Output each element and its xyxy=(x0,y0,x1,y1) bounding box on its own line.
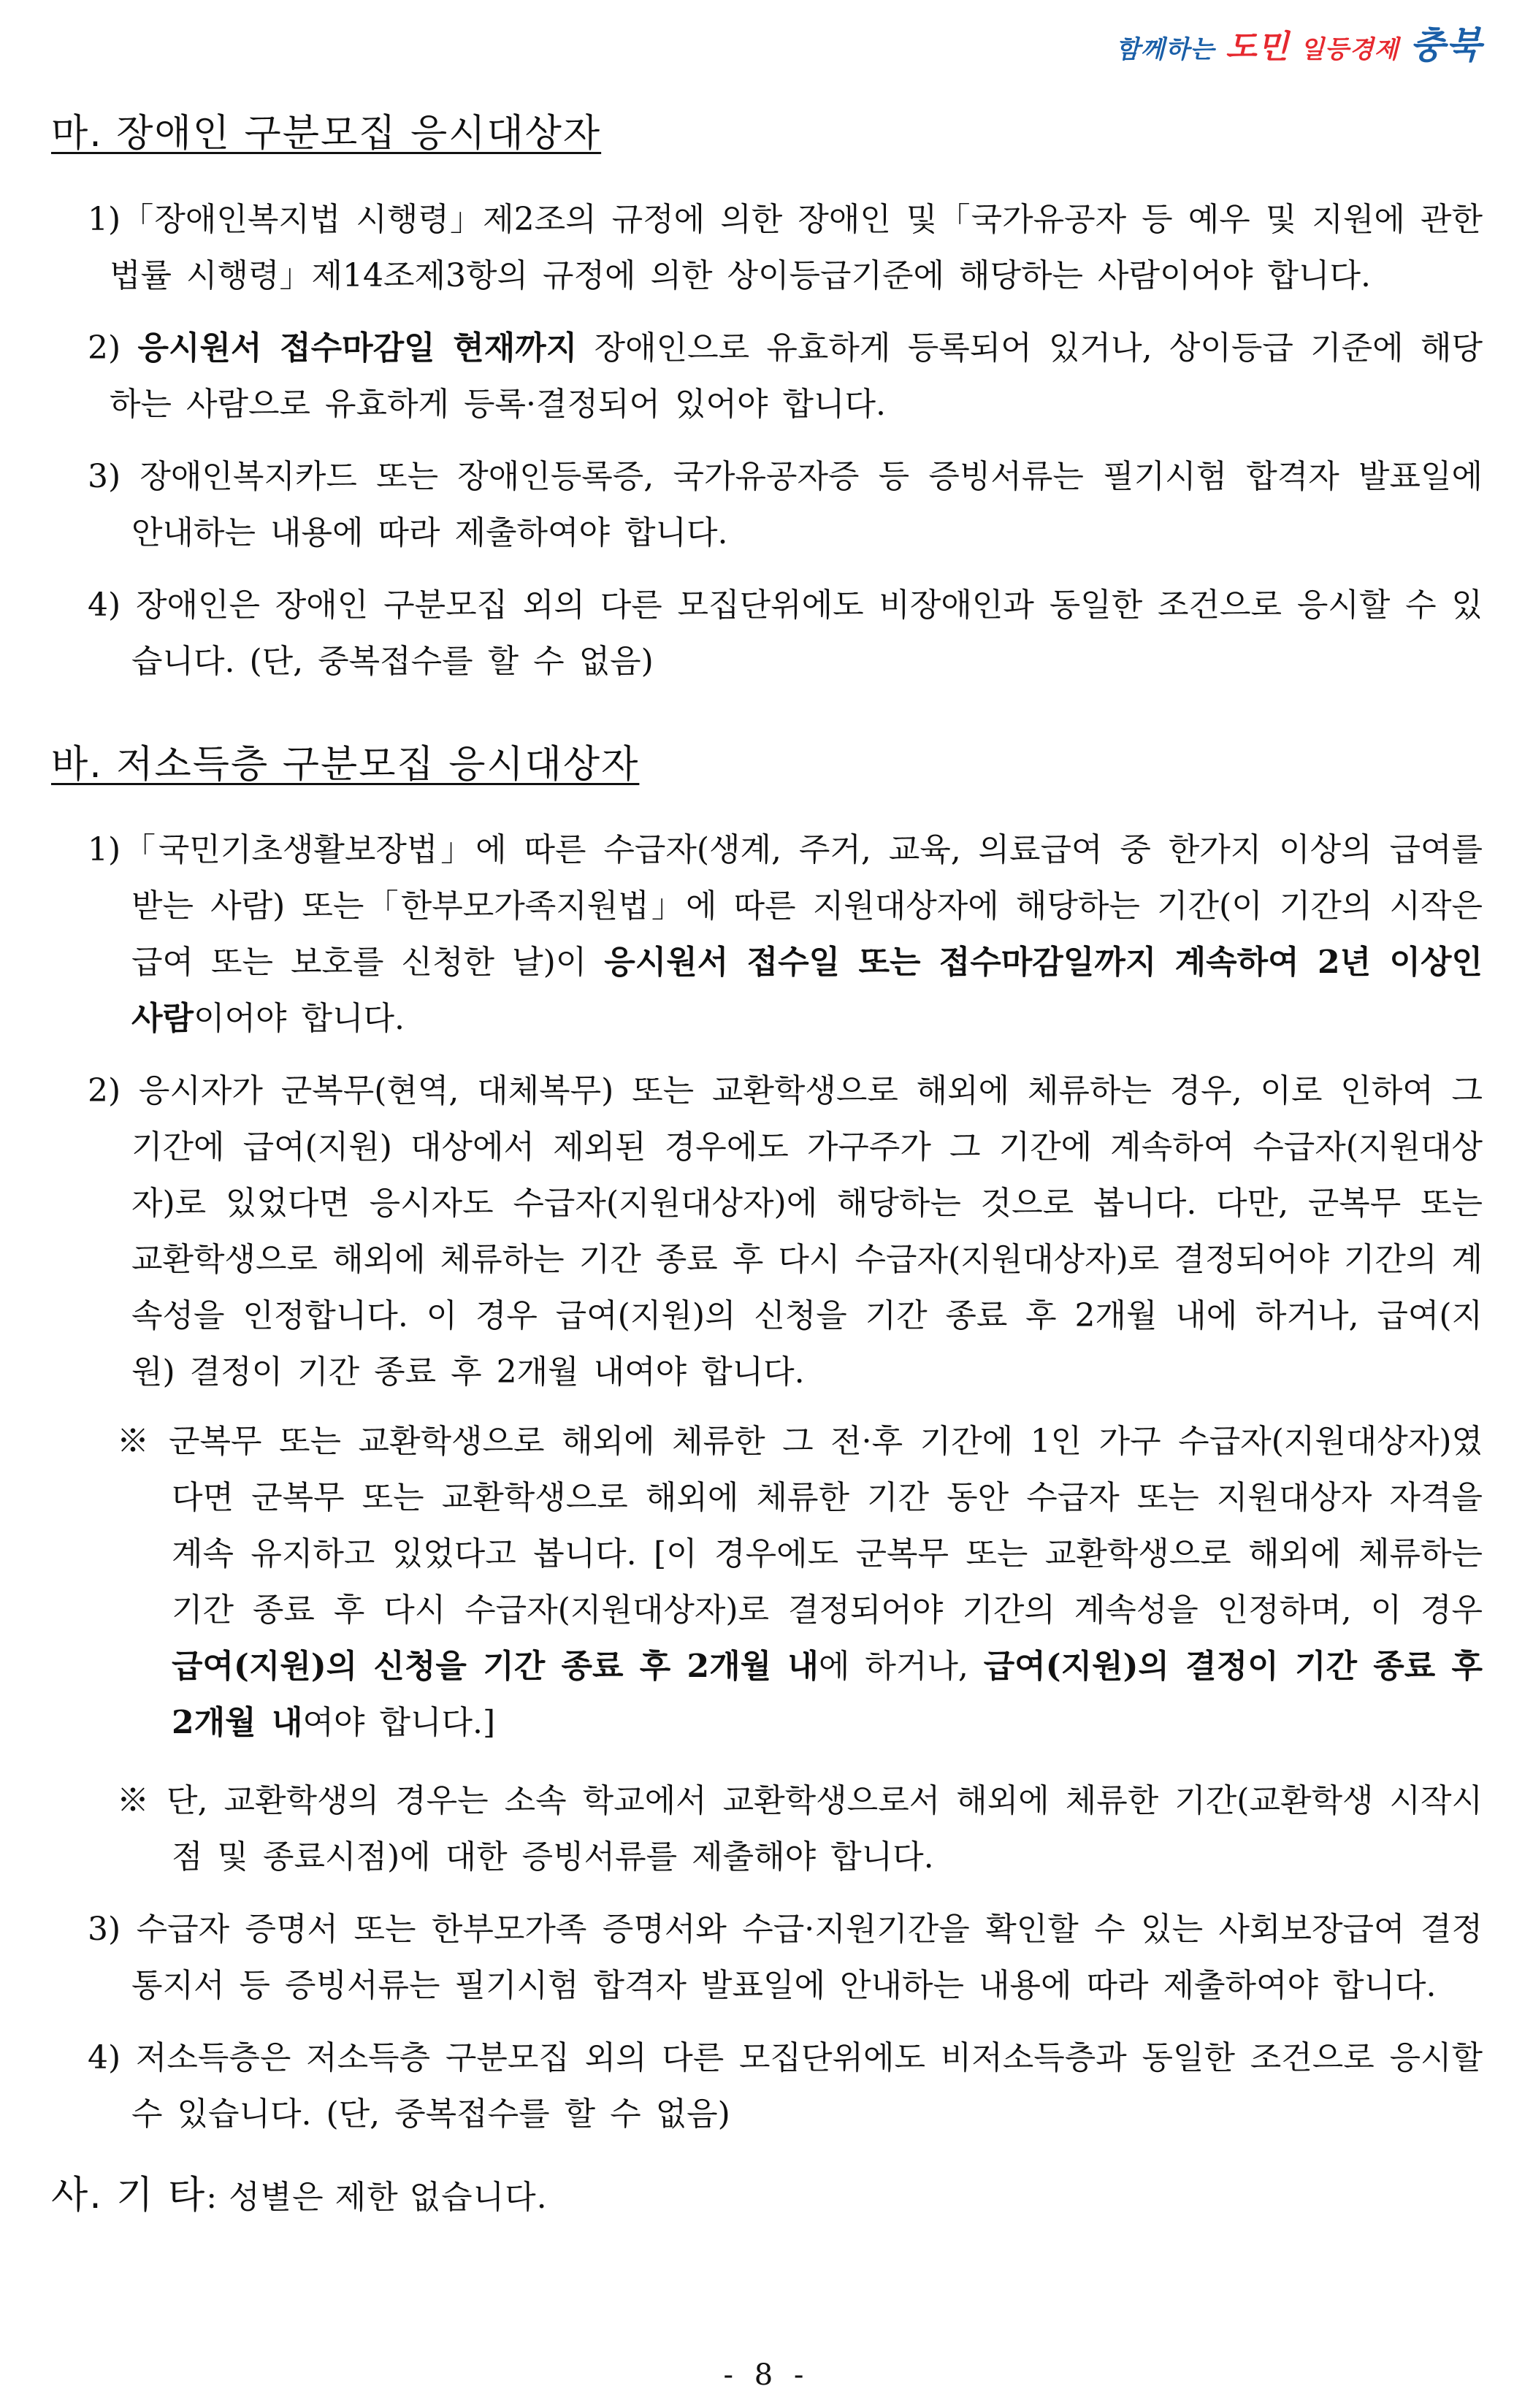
page-number: - 8 - xyxy=(723,2358,810,2392)
other-text: : 성별은 제한 없습니다. xyxy=(206,2179,548,2217)
low-income-item-1: 1)「국민기초생활보장법」에 따른 수급자(생계, 주거, 교육, 의료급여 중 한가지 이상의 급여를 받는 사람) 또는「한부모가족지원법」에 따른 지원대상자에 해당하는 기간(이 기간의 시작은 급여 또는 보호를 신청한 날)이 응시원서 접수일 또는 접수마감일까지 계속하여 2년 이상인 사람이어야 합니다. xyxy=(88,831,1483,1038)
logo-text-2: 도민 xyxy=(1226,28,1290,66)
section-title-disabled: 마. 장애인 구분모집 응시대상자 xyxy=(51,112,602,156)
disabled-item-2-emphasis: 응시원서 접수마감일 현재까지 xyxy=(137,329,578,367)
low-income-note-2: ※ 단, 교환학생의 경우는 소속 학교에서 교환학생으로서 해외에 체류한 기간(교환학생 시작시점 및 종료시점)에 대한 증빙서류를 제출해야 합니다. xyxy=(117,1782,1483,1876)
logo-text-4: 충북 xyxy=(1410,24,1482,66)
low-income-item-1-emphasis: 응시원서 접수일 또는 접수마감일까지 계속하여 2년 이상인 사람 xyxy=(131,944,1483,1038)
note-1-emphasis-2: 급여(지원)의 결정이 기간 종료 후 2개월 내 xyxy=(172,1648,1483,1742)
disabled-item-4: 4) 장애인은 장애인 구분모집 외의 다른 모집단위에도 비장애인과 동일한 조건으로 응시할 수 있습니다. (단, 중복접수를 할 수 없음) xyxy=(88,586,1483,680)
low-income-item-3: 3) 수급자 증명서 또는 한부모가족 증명서와 수급·지원기간을 확인할 수 있는 사회보장급여 결정통지서 등 증빙서류는 필기시험 합격자 발표일에 안내하는 내용에 따라 제출하여야 합니다. xyxy=(88,1911,1483,2005)
logo-text-1: 함께하는 xyxy=(1115,35,1215,64)
low-income-note-1: ※ 군복무 또는 교환학생으로 해외에 체류한 그 전·후 기간에 1인 가구 수급자(지원대상자)였다면 군복무 또는 교환학생으로 해외에 체류한 기간 동안 수급자 또는 지원대상자 자격을 계속 유지하고 있었다고 봅니다. [이 경우에도 군복무 또는 교환학생으로 해외에 체류하는 기간 종료 후 다시 수급자(지원대상자)로 결정되어야 기간의 계속성을 인정하며, 이 경우 급여(지원)의 신청을 기간 종료 후 2개월 내에 하거나, 급여(지원)의 결정이 기간 종료 후 2개월 내여야 합니다.] xyxy=(117,1423,1483,1742)
section-title-other: 사. 기 타: 성별은 제한 없습니다. xyxy=(51,2174,548,2218)
disabled-item-3: 3) 장애인복지카드 또는 장애인등록증, 국가유공자증 등 증빙서류는 필기시험 합격자 발표일에 안내하는 내용에 따라 제출하여야 합니다. xyxy=(88,457,1483,551)
document-body xyxy=(51,110,1483,2221)
section-title-low-income: 바. 저소득층 구분모집 응시대상자 xyxy=(51,742,640,787)
disabled-item-1: 1)「장애인복지법 시행령」제2조의 규정에 의한 장애인 및「국가유공자 등 예우 및 지원에 관한 법률 시행령」제14조제3항의 규정에 의한 상이등급기준에 해당하는 사람이어야 합니다. xyxy=(88,200,1483,294)
header-logo xyxy=(1116,16,1482,69)
low-income-item-4: 4) 저소득층은 저소득층 구분모집 외의 다른 모집단위에도 비저소득층과 동일한 조건으로 응시할 수 있습니다. (단, 중복접수를 할 수 없음) xyxy=(88,2039,1483,2133)
low-income-item-2: 2) 응시자가 군복무(현역, 대체복무) 또는 교환학생으로 해외에 체류하는 경우, 이로 인하여 그 기간에 급여(지원) 대상에서 제외된 경우에도 가구주가 그 기간에 계속하여 수급자(지원대상자)로 있었다면 응시자도 수급자(지원대상자)에 해당하는 것으로 봅니다. 다만, 군복무 또는 교환학생으로 해외에 체류하는 기간 종료 후 다시 수급자(지원대상자)로 결정되어야 기간의 계속성을 인정합니다. 이 경우 급여(지원)의 신청을 기간 종료 후 2개월 내에 하거나, 급여(지원) 결정이 기간 종료 후 2개월 내여야 합니다. xyxy=(88,1072,1483,1391)
disabled-item-2: 2) 응시원서 접수마감일 현재까지 장애인으로 유효하게 등록되어 있거나, 상이등급 기준에 해당하는 사람으로 유효하게 등록·결정되어 있어야 합니다. xyxy=(88,329,1483,423)
note-1-emphasis-1: 급여(지원)의 신청을 기간 종료 후 2개월 내 xyxy=(172,1648,819,1686)
logo-text-3: 일등경제 xyxy=(1300,35,1399,64)
